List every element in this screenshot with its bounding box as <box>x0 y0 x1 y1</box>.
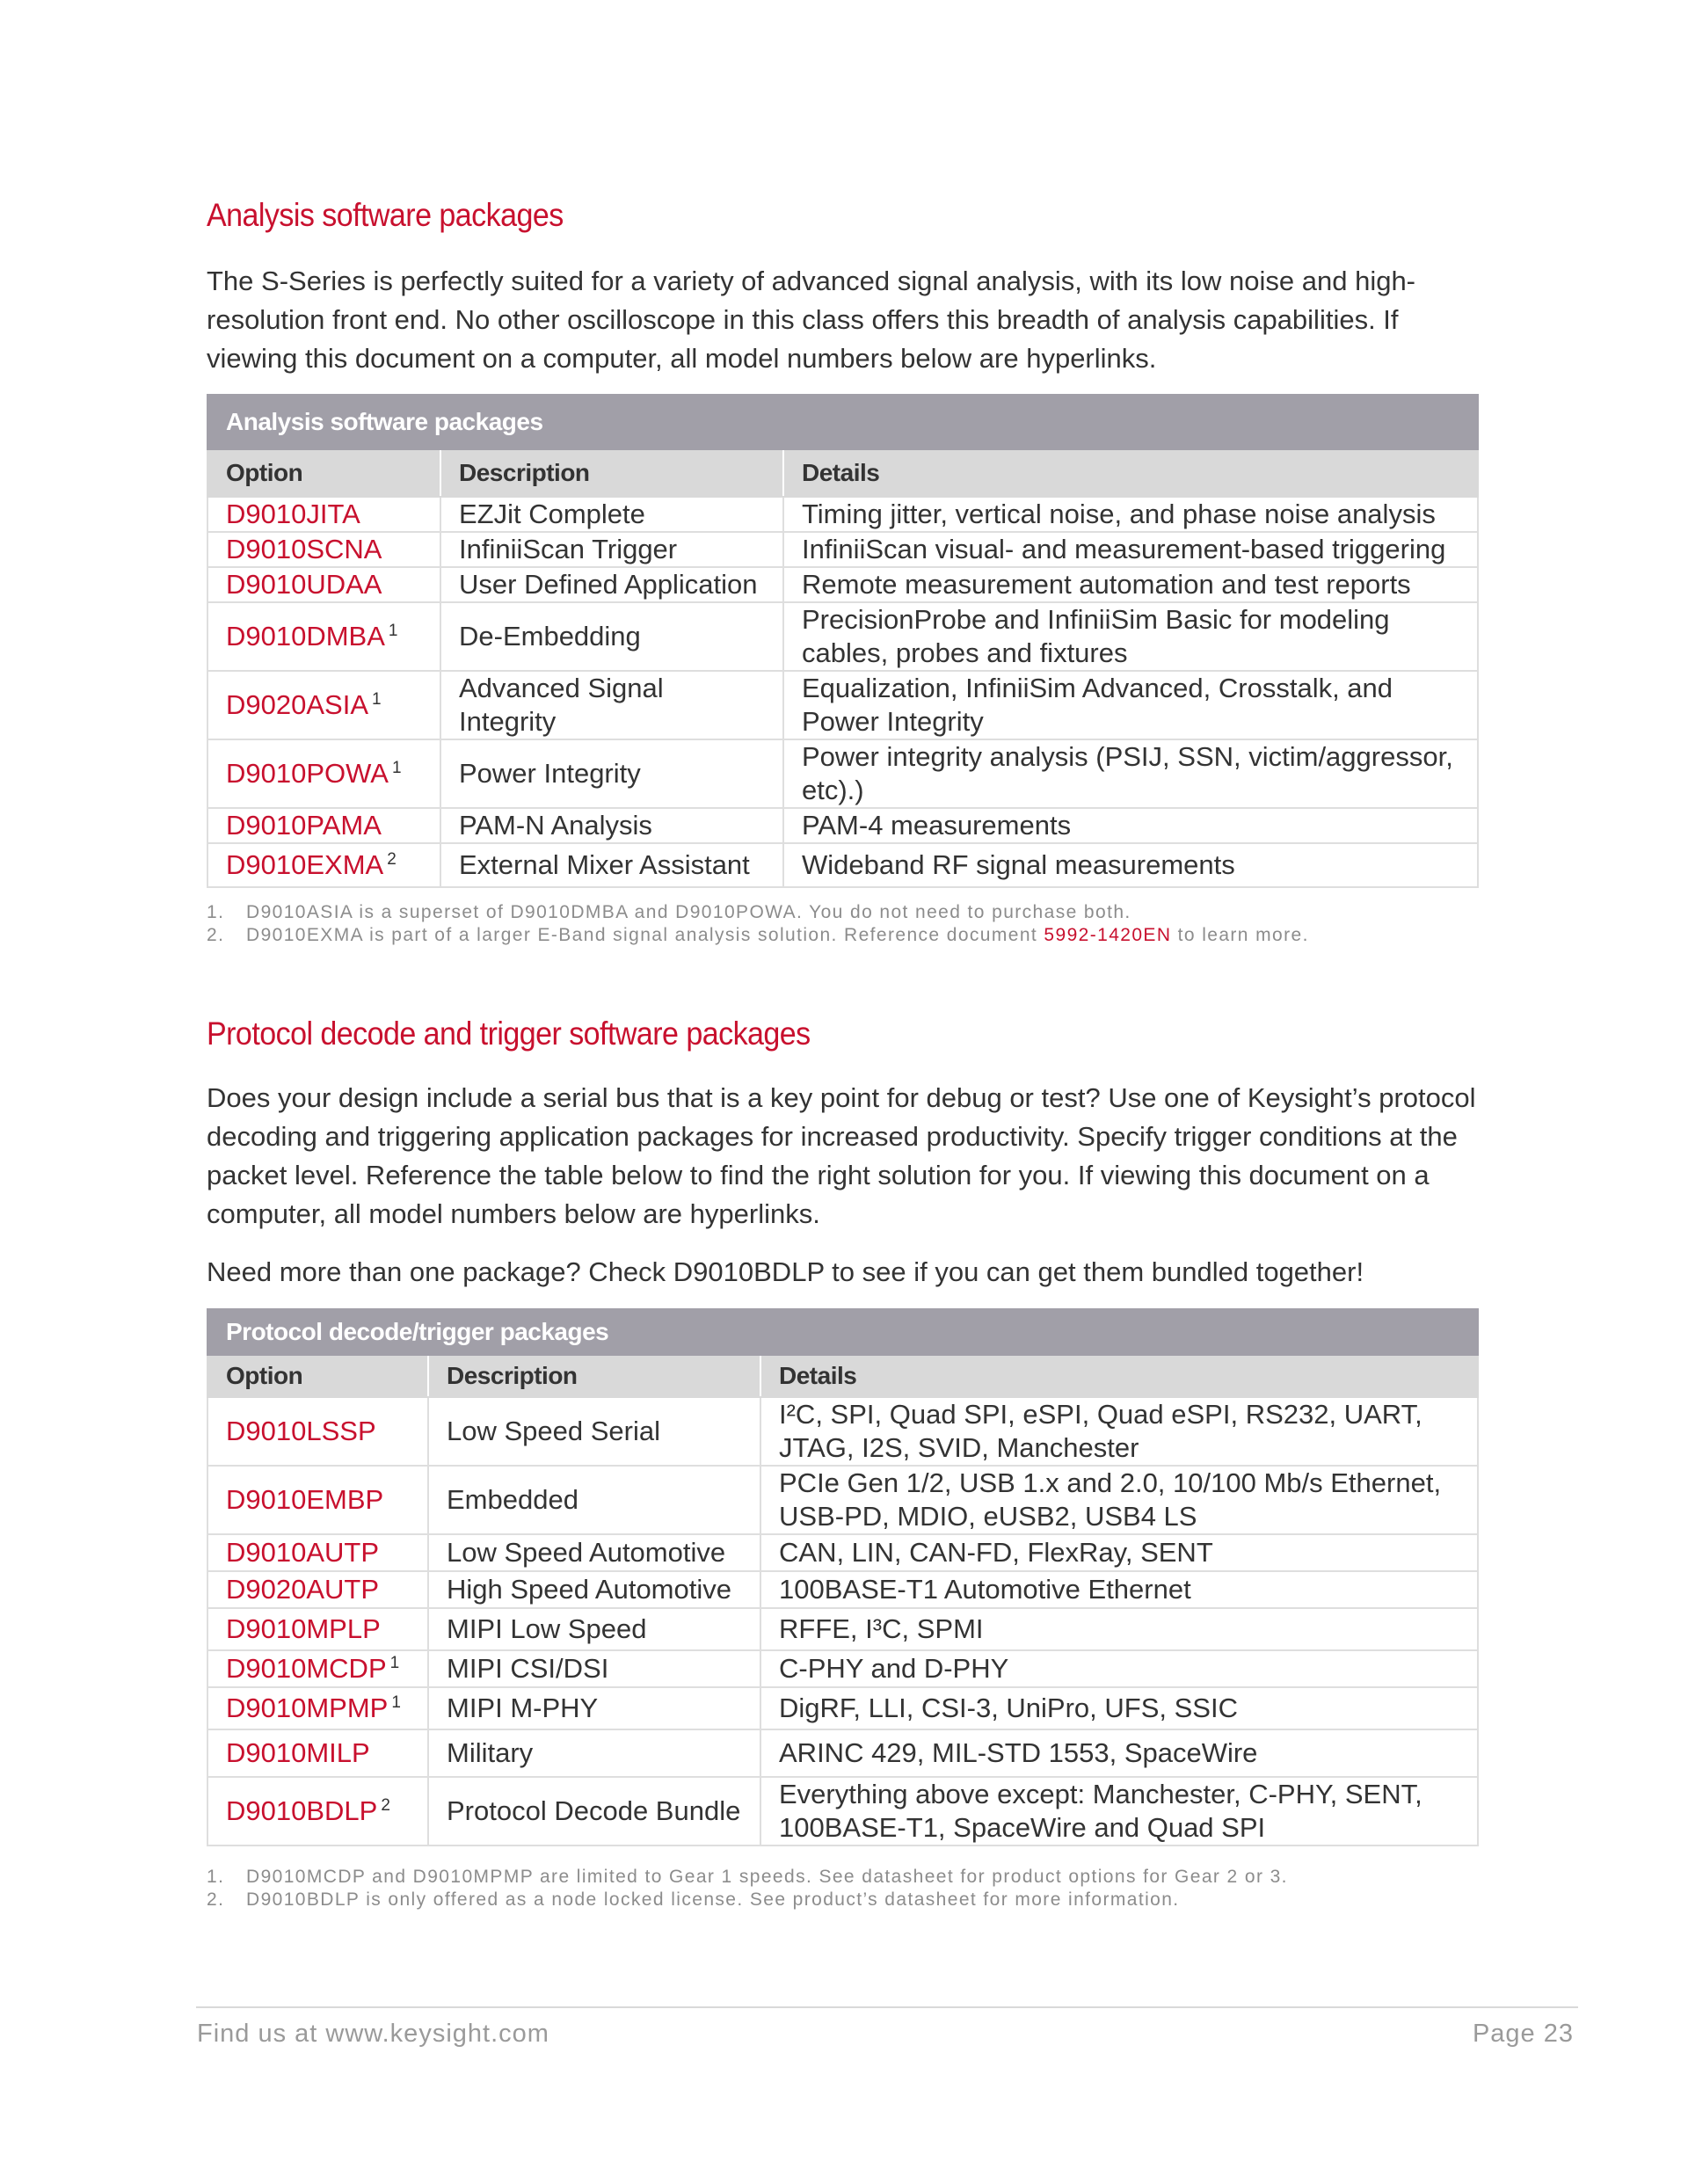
details-cell: Remote measurement automation and test reports <box>783 567 1478 602</box>
option-link[interactable]: D9010EMBP <box>207 1466 428 1534</box>
option-link[interactable]: D9010MILP <box>207 1729 428 1777</box>
details-cell: Timing jitter, vertical noise, and phase noise analysis <box>783 497 1478 532</box>
details-cell: 100BASE-T1 Automotive Ethernet <box>760 1571 1478 1608</box>
table-row <box>207 1777 1478 1845</box>
details-cell: Equalization, InfiniiSim Advanced, Crosstalk, and Power Integrity <box>783 671 1478 739</box>
protocol-table <box>207 1308 1479 1846</box>
option-link[interactable]: D9010POWA $^1$ <box>207 739 440 808</box>
description-cell: MIPI M-PHY <box>428 1687 760 1729</box>
details-cell: PAM-4 measurements <box>783 808 1478 843</box>
option-link[interactable]: D9010AUTP <box>207 1534 428 1571</box>
details-cell: Wideband RF signal measurements <box>783 843 1478 887</box>
table-row <box>207 1687 1478 1729</box>
description-cell: Military <box>428 1729 760 1777</box>
details-cell: DigRF, LLI, CSI-3, UniPro, UFS, SSIC <box>760 1687 1478 1729</box>
table-row <box>207 532 1478 567</box>
description-cell: InfiniiScan Trigger <box>440 532 783 567</box>
footnote-item: 2. D9010BDLP is only offered as a node locked license. See product’s datasheet for more information. <box>207 1889 1180 1910</box>
option-link[interactable]: D9010MPLP <box>207 1608 428 1650</box>
description-cell: Protocol Decode Bundle <box>428 1777 760 1845</box>
table-row <box>207 497 1478 532</box>
details-cell: C-PHY and D-PHY <box>760 1650 1478 1687</box>
page-number: Page 23 <box>1472 2020 1574 2048</box>
analysis-heading: Analysis software packages <box>207 197 564 233</box>
table-row <box>207 739 1478 808</box>
bundle-note: Need more than one package? Check D9010BDLP to see if you can get them bundled together! <box>207 1256 1364 1287</box>
details-cell: PCIe Gen 1/2, USB 1.x and 2.0, 10/100 Mb/s Ethernet, USB-PD, MDIO, eUSB2, USB4 LS <box>760 1466 1478 1534</box>
description-cell: MIPI CSI/DSI <box>428 1650 760 1687</box>
footnote-marker: 1 <box>391 1693 401 1712</box>
analysis-table <box>207 394 1479 888</box>
option-link[interactable]: D9010UDAA <box>207 567 440 602</box>
description-cell: Embedded <box>428 1466 760 1534</box>
description-cell: De-Embedding <box>440 602 783 671</box>
option-link[interactable]: D9010DMBA $^1$ <box>207 602 440 671</box>
details-cell: I²C, SPI, Quad SPI, eSPI, Quad eSPI, RS232, UART, JTAG, I2S, SVID, Manchester <box>760 1397 1478 1466</box>
table-row <box>207 1397 1478 1466</box>
option-link[interactable]: D9010MCDP $^1$ <box>207 1650 428 1687</box>
option-link[interactable]: D9010SCNA <box>207 532 440 567</box>
analysis-table-title: Analysis software packages <box>207 395 1478 449</box>
details-cell: PrecisionProbe and InfiniiSim Basic for modeling cables, probes and fixtures <box>783 602 1478 671</box>
table-row <box>207 1534 1478 1571</box>
description-cell: EZJit Complete <box>440 497 783 532</box>
option-link[interactable]: D9010JITA <box>207 497 440 532</box>
details-cell: InfiniiScan visual- and measurement-based triggering <box>783 532 1478 567</box>
table-row <box>207 1608 1478 1650</box>
footnote-marker: 1 <box>389 1653 400 1672</box>
details-cell: CAN, LIN, CAN-FD, FlexRay, SENT <box>760 1534 1478 1571</box>
col-header-option: Option <box>207 449 440 497</box>
description-cell: Low Speed Automotive <box>428 1534 760 1571</box>
description-cell: Low Speed Serial <box>428 1397 760 1466</box>
description-cell: Power Integrity <box>440 739 783 808</box>
analysis-footnotes <box>207 901 1309 947</box>
description-cell: MIPI Low Speed <box>428 1608 760 1650</box>
footer-website[interactable]: Find us at www.keysight.com <box>197 2020 549 2048</box>
description-cell: User Defined Application <box>440 567 783 602</box>
option-link[interactable]: D9010MPMP $^1$ <box>207 1687 428 1729</box>
col-header-description: Description <box>440 449 783 497</box>
table-row <box>207 671 1478 739</box>
document-5992-1420EN-link[interactable]: 5992-1420EN <box>1044 925 1172 945</box>
table-row <box>207 1729 1478 1777</box>
protocol-footnotes <box>207 1866 1288 1911</box>
option-link[interactable]: D9010BDLP $^2$ <box>207 1777 428 1845</box>
col-header-description: Description <box>428 1355 760 1397</box>
details-cell: Power integrity analysis (PSIJ, SSN, victim/aggressor, etc).) <box>783 739 1478 808</box>
footnote-item: 1. D9010ASIA is a superset of D9010DMBA and D9010POWA. You do not need to purchase both. <box>207 902 1131 922</box>
table-row <box>207 843 1478 887</box>
option-link[interactable]: D9010PAMA <box>207 808 440 843</box>
option-link[interactable]: D9020ASIA $^1$ <box>207 671 440 739</box>
protocol-intro: Does your design include a serial bus that is a key point for debug or test? Use one of Keysight’s protocol decoding and triggering application packages for increased productivity. Specify trigger conditions at the packet level. Reference the table below to find the right solution for you. If viewing this document on a computer, all model numbers below are hyperlinks. <box>207 1082 1476 1229</box>
footnote-item: 1. D9010MCDP and D9010MPMP are limited to Gear 1 speeds. See datasheet for product options for Gear 2 or 3. <box>207 1867 1288 1887</box>
protocol-table-title: Protocol decode/trigger packages <box>207 1309 1478 1355</box>
col-header-option: Option <box>207 1355 428 1397</box>
footnote-marker: 1 <box>391 758 402 777</box>
protocol-heading: Protocol decode and trigger software packages <box>207 1016 811 1052</box>
table-row <box>207 602 1478 671</box>
description-cell: PAM-N Analysis <box>440 808 783 843</box>
details-cell: Everything above except: Manchester, C-PHY, SENT, 100BASE-T1, SpaceWire and Quad SPI <box>760 1777 1478 1845</box>
table-row <box>207 1466 1478 1534</box>
details-cell: RFFE, I³C, SPMI <box>760 1608 1478 1650</box>
table-row <box>207 1571 1478 1608</box>
details-cell: ARINC 429, MIL-STD 1553, SpaceWire <box>760 1729 1478 1777</box>
footnote-marker: 2 <box>387 849 397 869</box>
analysis-intro: The S-Series is perfectly suited for a variety of advanced signal analysis, with its low noise and high-resolution front end. No other oscilloscope in this class offers this breadth of analysis capabilities. If viewing this document on a computer, all model numbers below are hyperlinks. <box>207 266 1416 374</box>
footer-divider <box>196 2006 1578 2008</box>
col-header-details: Details <box>760 1355 1478 1397</box>
option-link[interactable]: D9020AUTP <box>207 1571 428 1608</box>
footnote-item: 2. D9010EXMA is part of a larger E-Band signal analysis solution. Reference document 5992-1420EN to learn more. <box>207 925 1309 945</box>
footnote-marker: 1 <box>388 621 398 640</box>
option-link[interactable]: D9010EXMA $^2$ <box>207 843 440 887</box>
option-link[interactable]: D9010LSSP <box>207 1397 428 1466</box>
table-row <box>207 567 1478 602</box>
table-row <box>207 808 1478 843</box>
description-cell: High Speed Automotive <box>428 1571 760 1608</box>
table-row <box>207 1650 1478 1687</box>
description-cell: External Mixer Assistant <box>440 843 783 887</box>
footnote-marker: 2 <box>381 1795 390 1815</box>
description-cell: Advanced Signal Integrity <box>440 671 783 739</box>
footnote-marker: 1 <box>372 689 382 709</box>
col-header-details: Details <box>783 449 1478 497</box>
